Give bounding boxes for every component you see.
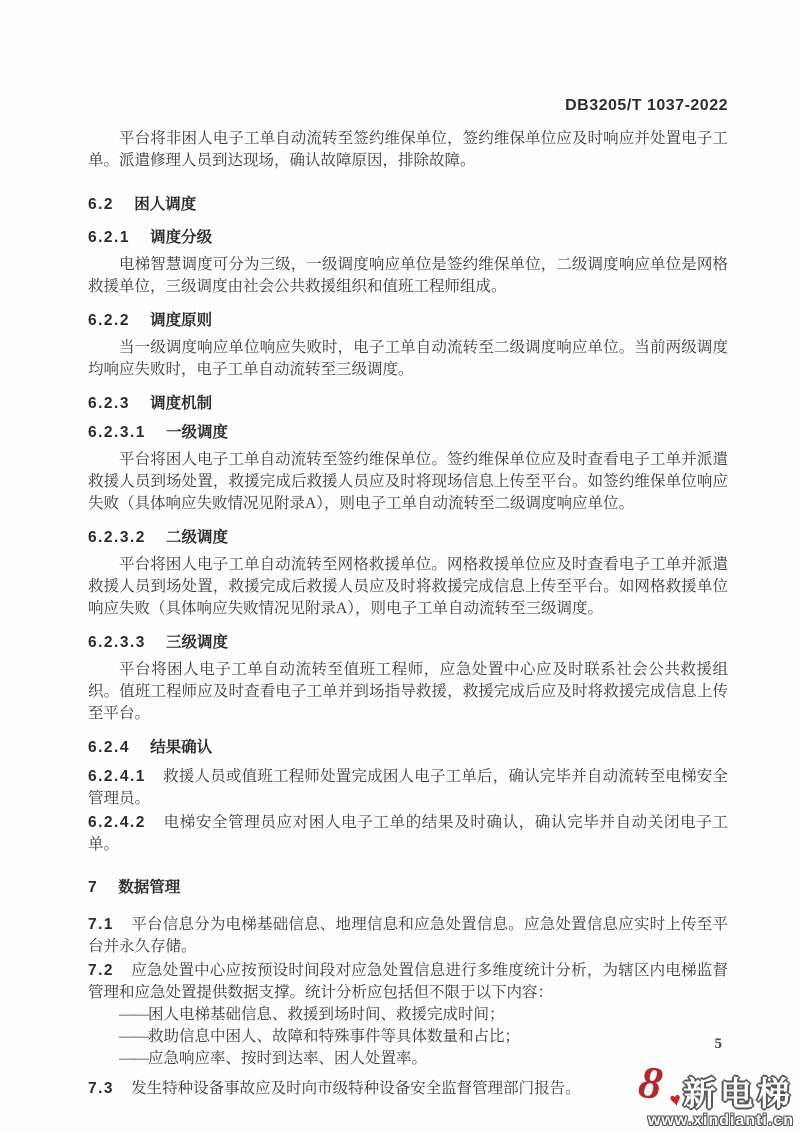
heart-icon: ♥ xyxy=(667,1089,683,1112)
dash-list-item xyxy=(119,1048,728,1070)
page-number: 5 xyxy=(714,1036,722,1052)
heading-title: 结果确认 xyxy=(150,739,213,756)
paragraph: 电梯智慧调度可分为三级，一级调度响应单位是签约维保单位，二级调度响应单位是网格救援单位，三级调度由社会公共救援组织和值班工程师组成。 xyxy=(88,256,728,295)
paragraph: 平台将困人电子工单自动流转至值班工程师，应急处置中心应及时联系社会公共救援组织。值班工程师应及时查看电子工单并到场指导救援，救援完成后应及时将救援完成信息上传至平台。 xyxy=(88,661,728,722)
clause-text: 发生特种设备事故应及时向市级特种设备安全监督管理部门报告。 xyxy=(131,1080,581,1097)
heading-title: 二级调度 xyxy=(166,529,229,546)
clause-text: 救援人员或值班工程师处置完成困人电子工单后，确认完毕并自动流转至电梯安全管理员。 xyxy=(88,768,728,807)
clause-6.2.4.1 xyxy=(88,766,728,810)
section-heading-6.2.3 xyxy=(88,393,728,414)
doc-body xyxy=(88,128,728,1100)
dash-bullet: —— xyxy=(119,1050,148,1067)
dash-bullet: —— xyxy=(119,1028,148,1045)
section-heading-6.2.3.1 xyxy=(88,422,728,443)
heading-number: 6.2.1 xyxy=(88,229,130,246)
heading-number: 6.2.2 xyxy=(88,312,130,329)
clause-text: 电梯安全管理员应对困人电子工单的结果及时确认，确认完毕并自动关闭电子工单。 xyxy=(88,814,728,853)
heading-number: 6.2.3.3 xyxy=(88,634,146,651)
section-heading-7 xyxy=(88,877,728,898)
clause-7.3 xyxy=(88,1078,728,1100)
clause-7.2 xyxy=(88,960,728,1004)
heading-title: 数据管理 xyxy=(118,879,181,896)
heading-title: 调度原则 xyxy=(150,312,213,329)
logo-eight-glyph: 8 xyxy=(635,1055,666,1110)
heading-title: 调度分级 xyxy=(150,229,213,246)
watermark-url: www.xindianti.cn xyxy=(647,1112,794,1129)
clause-number: 6.2.4.2 xyxy=(88,814,146,831)
dash-text: 困人电梯基础信息、救援到场时间、救援完成时间； xyxy=(148,1006,505,1023)
section-heading-6.2 xyxy=(88,194,728,215)
section-heading-6.2.2 xyxy=(88,310,728,331)
document-header xyxy=(88,0,728,115)
heading-number: 6.2.3 xyxy=(88,395,130,412)
heading-title: 一级调度 xyxy=(166,424,229,441)
clause-number: 7.2 xyxy=(88,962,115,979)
clause-number: 7.3 xyxy=(88,1080,115,1097)
heading-number: 6.2 xyxy=(88,196,115,213)
section-heading-6.2.3.3 xyxy=(88,632,728,653)
clause-6.2.4.2 xyxy=(88,812,728,856)
dash-list-item xyxy=(119,1026,728,1048)
watermark-brand: 新电梯 xyxy=(683,1075,794,1112)
paragraph: 平台将非困人电子工单自动流转至签约维保单位，签约维保单位应及时响应并处置电子工单。派遣修理人员到达现场，确认故障原因，排除故障。 xyxy=(88,130,728,169)
heading-number: 7 xyxy=(88,879,99,896)
xindianti-logo-icon xyxy=(635,1055,683,1112)
heading-number: 6.2.3.1 xyxy=(88,424,146,441)
heading-number: 6.2.3.2 xyxy=(88,529,146,546)
paragraph: 平台将困人电子工单自动流转至网格救援单位。网格救援单位应及时查看电子工单并派遣救援人员到场处置，救援完成后救援人员应及时将救援完成信息上传至平台。如网格救援单位响应失败（具体响应失败情况见附录A），则电子工单自动流转至三级调度。 xyxy=(88,556,728,617)
clause-number: 6.2.4.1 xyxy=(88,768,146,785)
clause-text: 平台信息分为电梯基础信息、地理信息和应急处置信息。应急处置信息应实时上传至平台并永久存储。 xyxy=(88,916,728,955)
clause-number: 7.1 xyxy=(88,916,115,933)
section-heading-6.2.1 xyxy=(88,227,728,248)
heading-number: 6.2.4 xyxy=(88,739,130,756)
clause-7.1 xyxy=(88,914,728,958)
standard-code: DB3205/T 1037-2022 xyxy=(565,97,728,114)
section-heading-6.2.4 xyxy=(88,737,728,758)
paragraph: 平台将困人电子工单自动流转至签约维保单位。签约维保单位应及时查看电子工单并派遣救援人员到场处置，救援完成后救援人员应及时将现场信息上传至平台。如签约维保单位响应失败（具体响应失败情况见附录A），则电子工单自动流转至二级调度响应单位。 xyxy=(88,451,728,512)
heading-title: 调度机制 xyxy=(150,395,213,412)
heading-title: 困人调度 xyxy=(134,196,197,213)
paragraph: 当一级调度响应单位响应失败时，电子工单自动流转至二级调度响应单位。当前两级调度均响应失败时，电子工单自动流转至三级调度。 xyxy=(88,339,728,378)
dash-text: 救助信息中困人、故障和特殊事件等具体数量和占比； xyxy=(148,1028,521,1045)
heading-title: 三级调度 xyxy=(166,634,229,651)
section-heading-6.2.3.2 xyxy=(88,527,728,548)
dash-bullet: —— xyxy=(119,1006,148,1023)
clause-text: 应急处置中心应按预设时间段对应急处置信息进行多维度统计分析，为辖区内电梯监督管理和应急处置提供数据支撑。统计分析应包括但不限于以下内容： xyxy=(88,962,728,1001)
dash-text: 应急响应率、按时到达率、困人处置率。 xyxy=(148,1050,428,1067)
watermark xyxy=(635,1055,794,1129)
dash-list-item xyxy=(119,1004,728,1026)
watermark-logo-row xyxy=(635,1055,794,1112)
